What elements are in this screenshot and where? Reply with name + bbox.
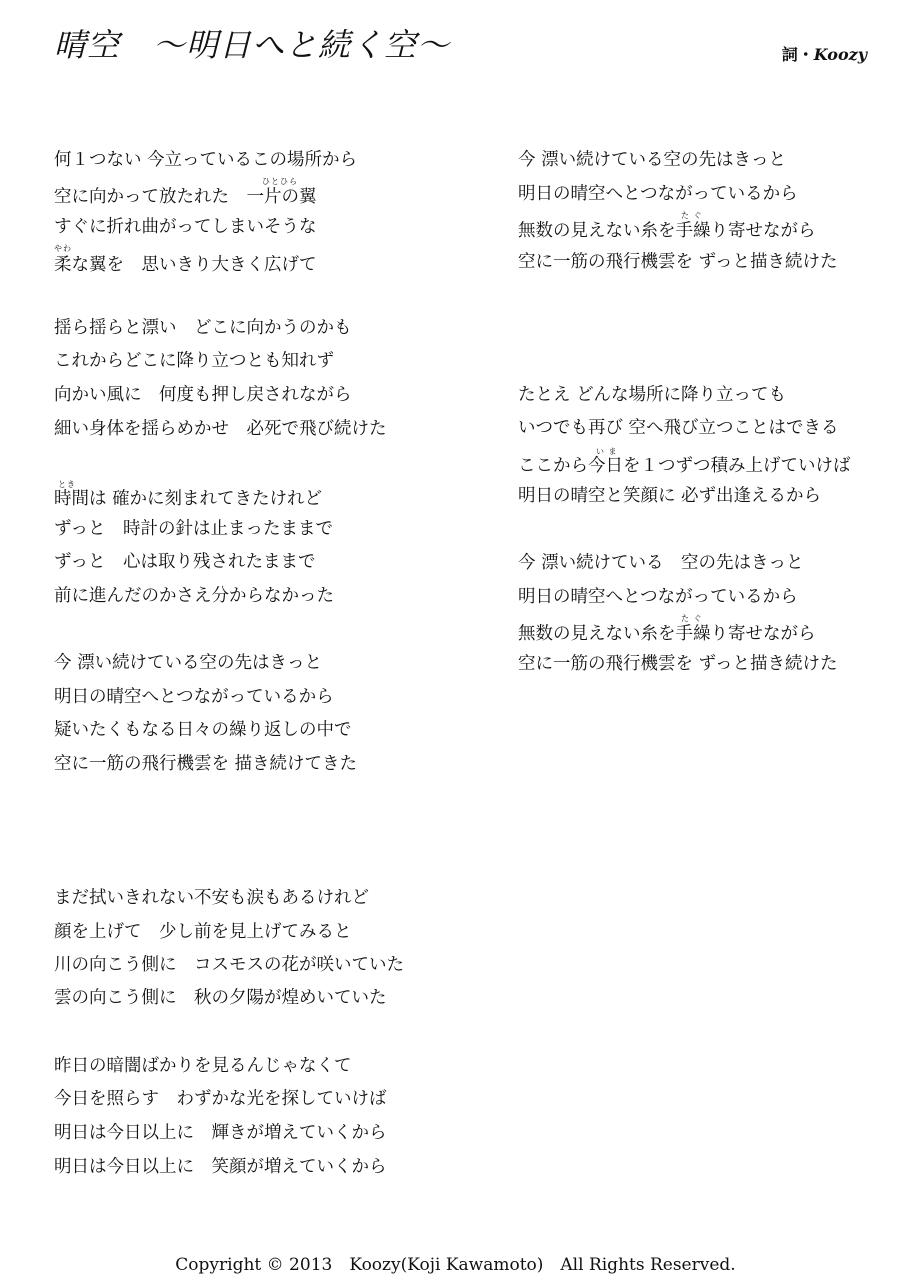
lyric-line: いつでも再び 空へ飛び立つことはできる xyxy=(518,418,839,438)
author-credit xyxy=(782,42,867,65)
lyric-line: 明日の晴空へとつながっているから xyxy=(518,587,798,607)
furigana-ima: い ま xyxy=(596,447,618,456)
lyric-line: 疑いたくもなる日々の繰り返しの中で xyxy=(54,720,352,740)
lyric-line: 顔を上げて 少し前を見上げてみると xyxy=(54,922,352,942)
lyric-line: 雲の向こう側に 秋の夕陽が煌めいていた xyxy=(54,988,387,1008)
lyric-line: 揺ら揺らと漂い どこに向かうのかも xyxy=(54,318,352,338)
lyric-line: 空に一筋の飛行機雲を ずっと描き続けた xyxy=(518,252,838,272)
lyric-line: これからどこに降り立つとも知れず xyxy=(54,351,334,371)
lyric-line: ここから今日を１つずつ積み上げていけば xyxy=(518,456,851,476)
lyric-line: 今 漂い続けている空の先はきっと xyxy=(518,150,787,170)
lyric-line: 何１つない 今立っているこの場所から xyxy=(54,150,358,170)
lyric-line: 今 漂い続けている 空の先はきっと xyxy=(518,553,804,573)
lyric-line: 無数の見えない糸を手繰り寄せながら xyxy=(518,624,816,644)
lyric-line: 今日を照らす わずかな光を探していけば xyxy=(54,1089,387,1109)
furigana-taguri: た ぐ xyxy=(681,614,703,623)
lyric-line: 昨日の暗闇ばかりを見るんじゃなくて xyxy=(54,1056,352,1076)
lyric-line: 明日は今日以上に 笑顔が増えていくから xyxy=(54,1157,387,1177)
lyric-line: ずっと 心は取り残されたままで xyxy=(54,552,316,572)
lyric-line: 柔な翼を 思いきり大きく広げて xyxy=(54,255,317,275)
lyric-line: 向かい風に 何度も押し戻されながら xyxy=(54,385,352,405)
lyric-line: 今 漂い続けている空の先はきっと xyxy=(54,653,323,673)
lyric-line: 明日の晴空へとつながっているから xyxy=(518,184,798,204)
lyric-line: たとえ どんな場所に降り立っても xyxy=(518,385,787,405)
lyric-line: 空に向かって放たれた 一片の翼 xyxy=(54,187,317,207)
lyric-line: 無数の見えない糸を手繰り寄せながら xyxy=(518,221,816,241)
lyric-line: 明日の晴空へとつながっているから xyxy=(54,687,334,707)
lyric-line: 明日の晴空と笑顔に 必ず出逢えるから xyxy=(518,486,822,506)
lyric-line: 空に一筋の飛行機雲を ずっと描き続けた xyxy=(518,654,838,674)
lyric-line: ずっと 時計の針は止まったままで xyxy=(54,519,333,539)
author-label: 詞・ xyxy=(781,45,814,64)
lyrics-title: 晴空 〜明日へと続く空〜 xyxy=(54,26,451,64)
furigana-hitohira: ひとひら xyxy=(262,177,298,186)
lyric-line: 細い身体を揺らめかせ 必死で飛び続けた xyxy=(54,419,387,439)
copyright-footer: Copyright © 2013 Koozy(Koji Kawamoto) All Rights Reserved. xyxy=(175,1255,736,1275)
lyric-line: 時間は 確かに刻まれてきたけれど xyxy=(54,489,323,509)
furigana-taguri: た ぐ xyxy=(681,211,703,220)
furigana-yawa: やわ xyxy=(54,244,72,253)
furigana-toki: とき xyxy=(58,480,76,489)
lyric-line: 前に進んだのかさえ分からなかった xyxy=(54,586,334,606)
author-name: Koozy xyxy=(813,45,867,64)
lyric-line: 空に一筋の飛行機雲を 描き続けてきた xyxy=(54,754,358,774)
lyric-line: すぐに折れ曲がってしまいそうな xyxy=(54,217,317,237)
lyric-line: 川の向こう側に コスモスの花が咲いていた xyxy=(54,955,404,975)
lyric-line: 明日は今日以上に 輝きが増えていくから xyxy=(54,1123,387,1143)
lyric-line: まだ拭いきれない不安も涙もあるけれど xyxy=(54,888,369,908)
